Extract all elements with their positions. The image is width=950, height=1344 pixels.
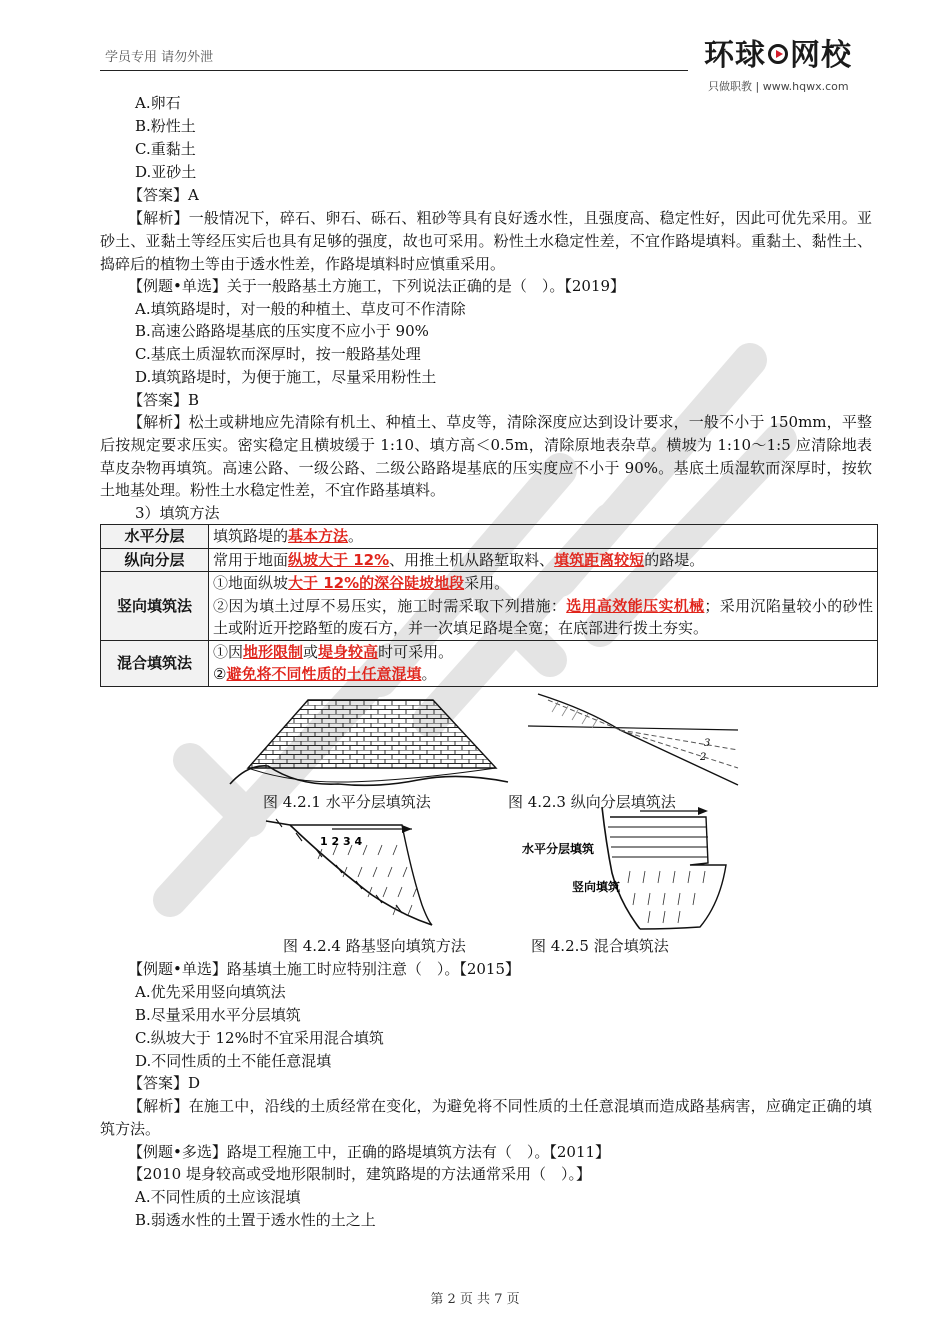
figure-mixed-fill-diagram: [520, 803, 740, 933]
logo-title-right: 网校: [790, 38, 852, 73]
method-desc: 填筑路堤的基本方法。: [209, 525, 878, 549]
figure-caption-423: 图 4.2.3 纵向分层填筑法: [508, 793, 676, 811]
figure-caption-425: 图 4.2.5 混合填筑法: [531, 937, 669, 955]
method-name: 纵向分层: [101, 548, 209, 572]
q1-answer: 【答案】A: [128, 186, 199, 204]
fig4-layer-labels: 1 2 3 4: [320, 835, 363, 848]
method-name: 混合填筑法: [101, 640, 209, 686]
page-footer: 第 2 页 共 7 页: [430, 1292, 520, 1307]
q3-option-b: B.尽量采用水平分层填筑: [135, 1006, 301, 1024]
brand-logo: [700, 38, 872, 98]
figure-longitudinal-layer-diagram: [528, 690, 746, 790]
q1-option-b: B.粉性土: [135, 117, 196, 135]
table-row: [101, 548, 878, 572]
q2-analysis: 【解析】松土或耕地应先清除有机土、种植土、草皮等，清除深度应达到设计要求，一般不小于 150mm，平整后按规定要求压实。密实稳定且横坡缓于 1:10、填方高＜0.5m，清除原地表杂草。横坡为 1:10～1:5 应清除地表草皮杂物再填筑。高速公路、一级公路、二级公路路堤基底的压实度应不小于 90%。基底土质湿软而深厚时，按软土地基处理。粉性土水稳定性差，不宜作路基填料。: [100, 413, 872, 500]
q2-option-a: A.填筑路堤时，对一般的种植土、草皮可不作清除: [135, 300, 466, 318]
figure-horizontal-layer-diagram: [228, 696, 510, 791]
header-note: 学员专用 请勿外泄: [105, 50, 214, 65]
q2-option-c: C.基底土质湿软而深厚时，按一般路基处理: [135, 345, 421, 363]
method-desc: ①因地形限制或堤身较高时可采用。 ②避免将不同性质的土任意混填。: [209, 640, 878, 686]
q3-analysis: 【解析】在施工中，沿线的土质经常在变化，为避免将不同性质的土任意混填而造成路基病害，应确定正确的填筑方法。: [100, 1097, 872, 1138]
q2-option-d: D.填筑路堤时，为便于施工，尽量采用粉性土: [135, 368, 437, 386]
q2-answer: 【答案】B: [128, 391, 200, 409]
logo-subtitle: 只做职教 | www.hqwx.com: [708, 80, 849, 93]
q4-stem-alt: 【2010 堤身较高或受地形限制时，建筑路堤的方法通常采用（ ）。】: [128, 1165, 591, 1183]
fig3-label-2: 2: [700, 752, 707, 763]
play-circle-icon: [768, 44, 788, 64]
method-name: 竖向填筑法: [101, 572, 209, 641]
figure-vertical-fill-diagram: [262, 815, 452, 930]
logo-title-left: 环球: [704, 38, 766, 73]
q1-option-d: D.亚砂土: [135, 163, 197, 181]
figure-caption-421: 图 4.2.1 水平分层填筑法: [263, 793, 431, 811]
q3-stem: 【例题•单选】路基填土施工时应特别注意（ ）。【2015】: [128, 960, 521, 978]
q3-option-d: D.不同性质的土不能任意混填: [135, 1052, 332, 1070]
q3-answer: 【答案】D: [128, 1074, 201, 1092]
q3-option-c: C.纵坡大于 12%时不宜采用混合填筑: [135, 1029, 384, 1047]
method-desc: ①地面纵坡大于 12%的深谷陡坡地段采用。 ②因为填土过厚不易压实，施工时需采取下列措施：选用高效能压实机械；采用沉陷量较小的砂性土或附近开挖路堑的废石方，并一次填足路堤全宽；在底部进行拨土夯实。: [209, 572, 878, 641]
q1-analysis: 【解析】一般情况下，碎石、卵石、砾石、粗砂等具有良好透水性，且强度高、稳定性好，因此可优先采用。亚砂土、亚黏土等经压实后也具有足够的强度，故也可采用。粉性土水稳定性差，不宜作路堤填料。重黏土、黏性土、捣碎后的植物土等由于透水性差，作路堤填料时应慎重采用。: [100, 209, 872, 273]
q4-option-b: B.弱透水性的土置于透水性的土之上: [135, 1211, 376, 1229]
table-row: [101, 525, 878, 549]
table-row: [101, 640, 878, 686]
q1-option-a: A.卵石: [135, 94, 181, 112]
q1-option-c: C.重黏土: [135, 140, 196, 158]
method-desc: 常用于地面纵坡大于 12%、用推土机从路堑取料、填筑距离较短的路堤。: [209, 548, 878, 572]
fig3-label-3: 3: [704, 738, 711, 749]
q4-stem: 【例题•多选】路堤工程施工中，正确的路堤填筑方法有（ ）。【2011】: [128, 1143, 611, 1161]
fig5-label-horizontal: 水平分层填筑: [522, 842, 595, 856]
header-rule: [100, 70, 688, 71]
fig5-label-vertical: 竖向填筑: [572, 880, 621, 894]
method-name: 水平分层: [101, 525, 209, 549]
section-title: 3）填筑方法: [135, 504, 220, 522]
q2-stem: 【例题•单选】关于一般路基土方施工，下列说法正确的是（ ）。【2019】: [128, 277, 626, 295]
figure-caption-424: 图 4.2.4 路基竖向填筑方法: [283, 937, 466, 955]
q3-option-a: A.优先采用竖向填筑法: [135, 983, 286, 1001]
table-row: [101, 572, 878, 641]
q4-option-a: A.不同性质的土应该混填: [135, 1188, 301, 1206]
fill-methods-table: [100, 524, 878, 687]
q2-option-b: B.高速公路路堤基底的压实度不应小于 90%: [135, 322, 429, 340]
